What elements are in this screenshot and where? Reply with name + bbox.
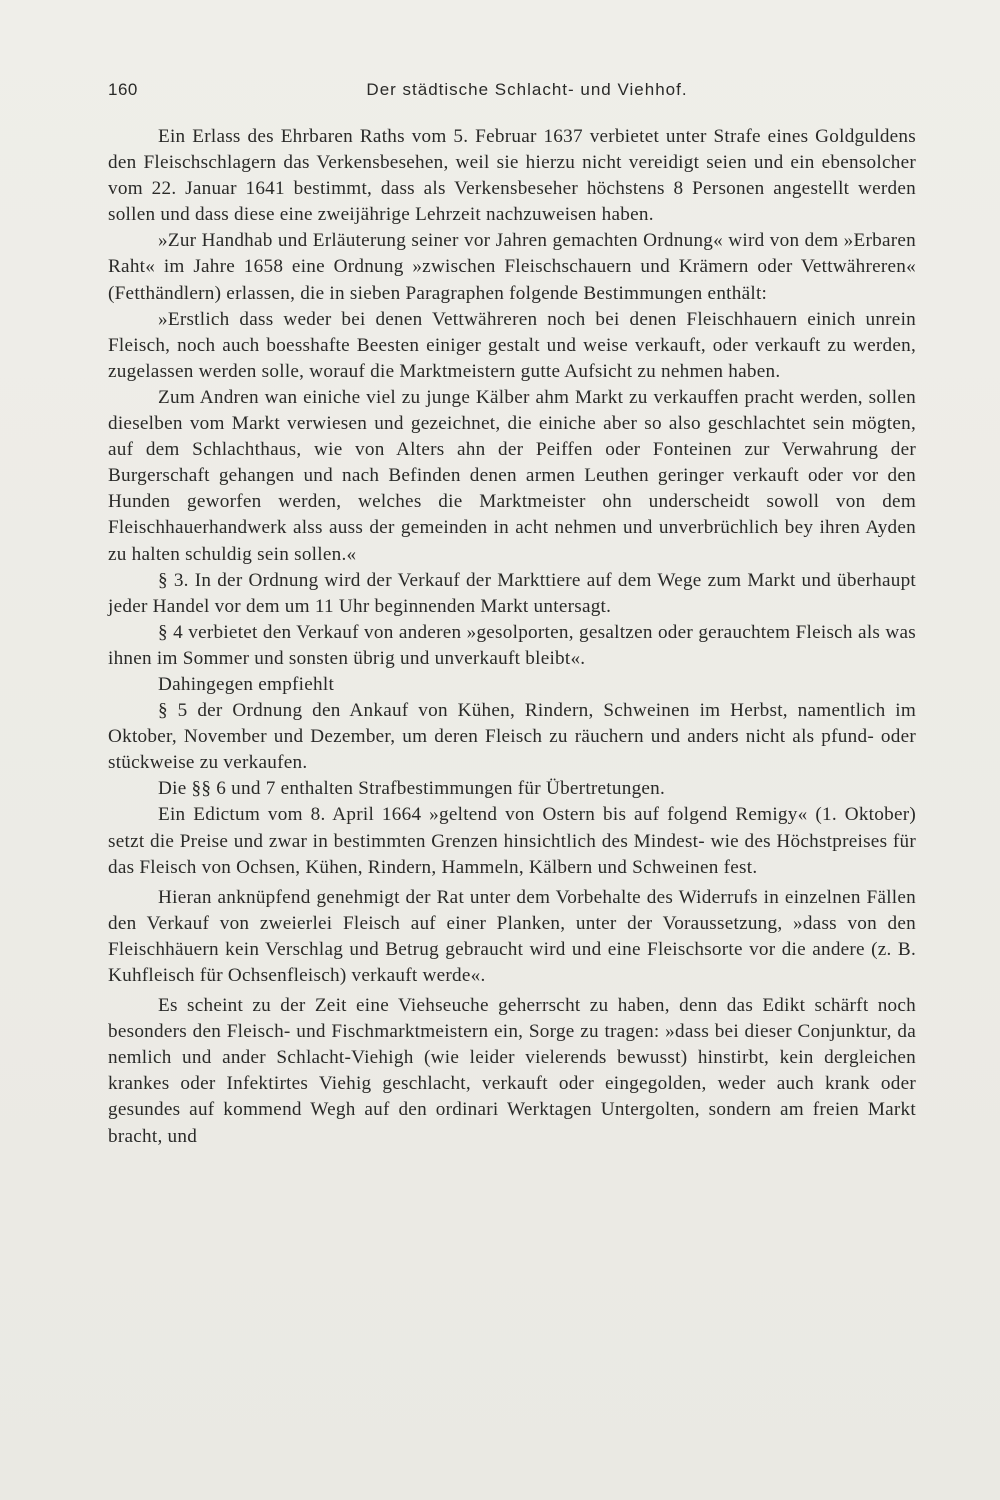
running-head [108, 76, 916, 106]
paragraph-zum-andren: Zum Andren wan einiche viel zu junge Kälber ahm Markt zu verkauffen pracht werden, sollen dieselben vom Markt verwiesen und gezeichnet, die einiche aber so also geschlachtet sein mögten, auf dem Schlachthaus, wie von Alters ahn der Peiffen oder Fonteinen zur Verwahrung der Burgerschaft gehangen und nach Befinden denen armen Leuthen geringer verkauft oder vor den Hunden geworfen werden, welches die Marktmeister ohn underscheidt sowoll von dem Fleischhauerhandwerk alss auss der gemeinden in acht nehmen und unverbrüchlich bey ihren Ayden zu halten schuldig sein sollen.« [108, 386, 916, 565]
paragraph-section-5: § 5 der Ordnung den Ankauf von Kühen, Rindern, Schweinen im Herbst, namentlich im Oktober, November und Dezember, um deren Fleisch zu räuchern und anders nicht als pfund- oder stückweise zu verkaufen. [108, 700, 916, 774]
paragraph-sections-6-7: Die §§ 6 und 7 enthalten Strafbestimmungen für Übertretungen. [158, 778, 666, 800]
paragraph-viehseuche: Es scheint zu der Zeit eine Viehseuche geherrscht zu haben, denn das Edikt schärft noch besonders den Fleisch- und Fischmarktmeistern ein, Sorge zu tragen: »dass bei dieser Conjunktur, da nemlich und ander Schlacht-Viehigh (wie leider vielerends bewusst) hinstirbt, kein dergleichen krankes oder Infektirtes Viehig geschlacht, verkauft oder eingegolden, weder auch krank oder gesundes auf kommend Wegh auf den ordinari Werktagen Untergolten, sondern am freien Markt bracht, und [108, 995, 916, 1147]
paragraph-section-4: § 4 verbietet den Verkauf von anderen »gesolporten, gesaltzen oder gerauchtem Fleisch als was ihnen im Sommer und sonsten übrig und unverkauft bleibt«. [108, 621, 916, 669]
paragraph-hieran: Hieran anknüpfend genehmigt der Rat unter dem Vorbehalte des Widerrufs in einzelnen Fällen den Verkauf von zweierlei Fleisch auf einer Planken, unter der Voraussetzung, »dass von den Fleischhäuern kein Verschlag und Betrug gebraucht wird und eine Fleischsorte vor die andere (z. B. Kuhfleisch für Ochsenfleisch) verkauft werde«. [108, 886, 916, 986]
paragraph-erlass-1637: Ein Erlass des Ehrbaren Raths vom 5. Februar 1637 verbietet unter Strafe eines Goldguldens den Fleischschlagern das Verkensbesehen, weil sie hierzu nicht vereidigt seien und ein ebensolcher vom 22. Januar 1641 bestimmt, dass als Verkensbeseher höchstens 8 Personen angestellt werden sollen und dass diese eine zweijährige Lehrzeit nachzuweisen haben. [108, 126, 916, 226]
running-title: Der städtische Schlacht- und Viehhof. [366, 80, 688, 99]
body-text [108, 124, 916, 1150]
paragraph-dahingegen: Dahingegen empfiehlt [158, 673, 335, 695]
paragraph-erstlich: »Erstlich dass weder bei denen Vettwähreren noch bei denen Fleischhauern einich unrein Fleisch, noch auch boesshafte Beesten einiger gestalt und weise verkauft, oder verkauft zu werden, zugelassen werden solle, worauf die Marktmeistern gutte Aufsicht zu nehmen haben. [108, 308, 916, 382]
page-number: 160 [108, 80, 138, 99]
paragraph-edictum-1664: Ein Edictum vom 8. April 1664 »geltend von Ostern bis auf folgend Remigy« (1. Oktober) setzt die Preise und zwar in bestimmten Grenzen hinsichtlich des Mindest- wie des Höchstpreises für das Fleisch von Ochsen, Kühen, Rindern, Hammeln, Kälbern und Schweinen fest. [108, 804, 916, 878]
paragraph-section-3: § 3. In der Ordnung wird der Verkauf der Markttiere auf dem Wege zum Markt und überhaupt jeder Handel vor dem um 11 Uhr beginnenden Markt untersagt. [108, 569, 916, 617]
paragraph-ordnung-1658: »Zur Handhab und Erläuterung seiner vor Jahren gemachten Ordnung« wird von dem »Erbaren Raht« im Jahre 1658 eine Ordnung »zwischen Fleischschauern und Krämern oder Vettwähreren« (Fetthändlern) erlassen, die in sieben Paragraphen folgende Bestimmungen enthält: [108, 230, 916, 304]
